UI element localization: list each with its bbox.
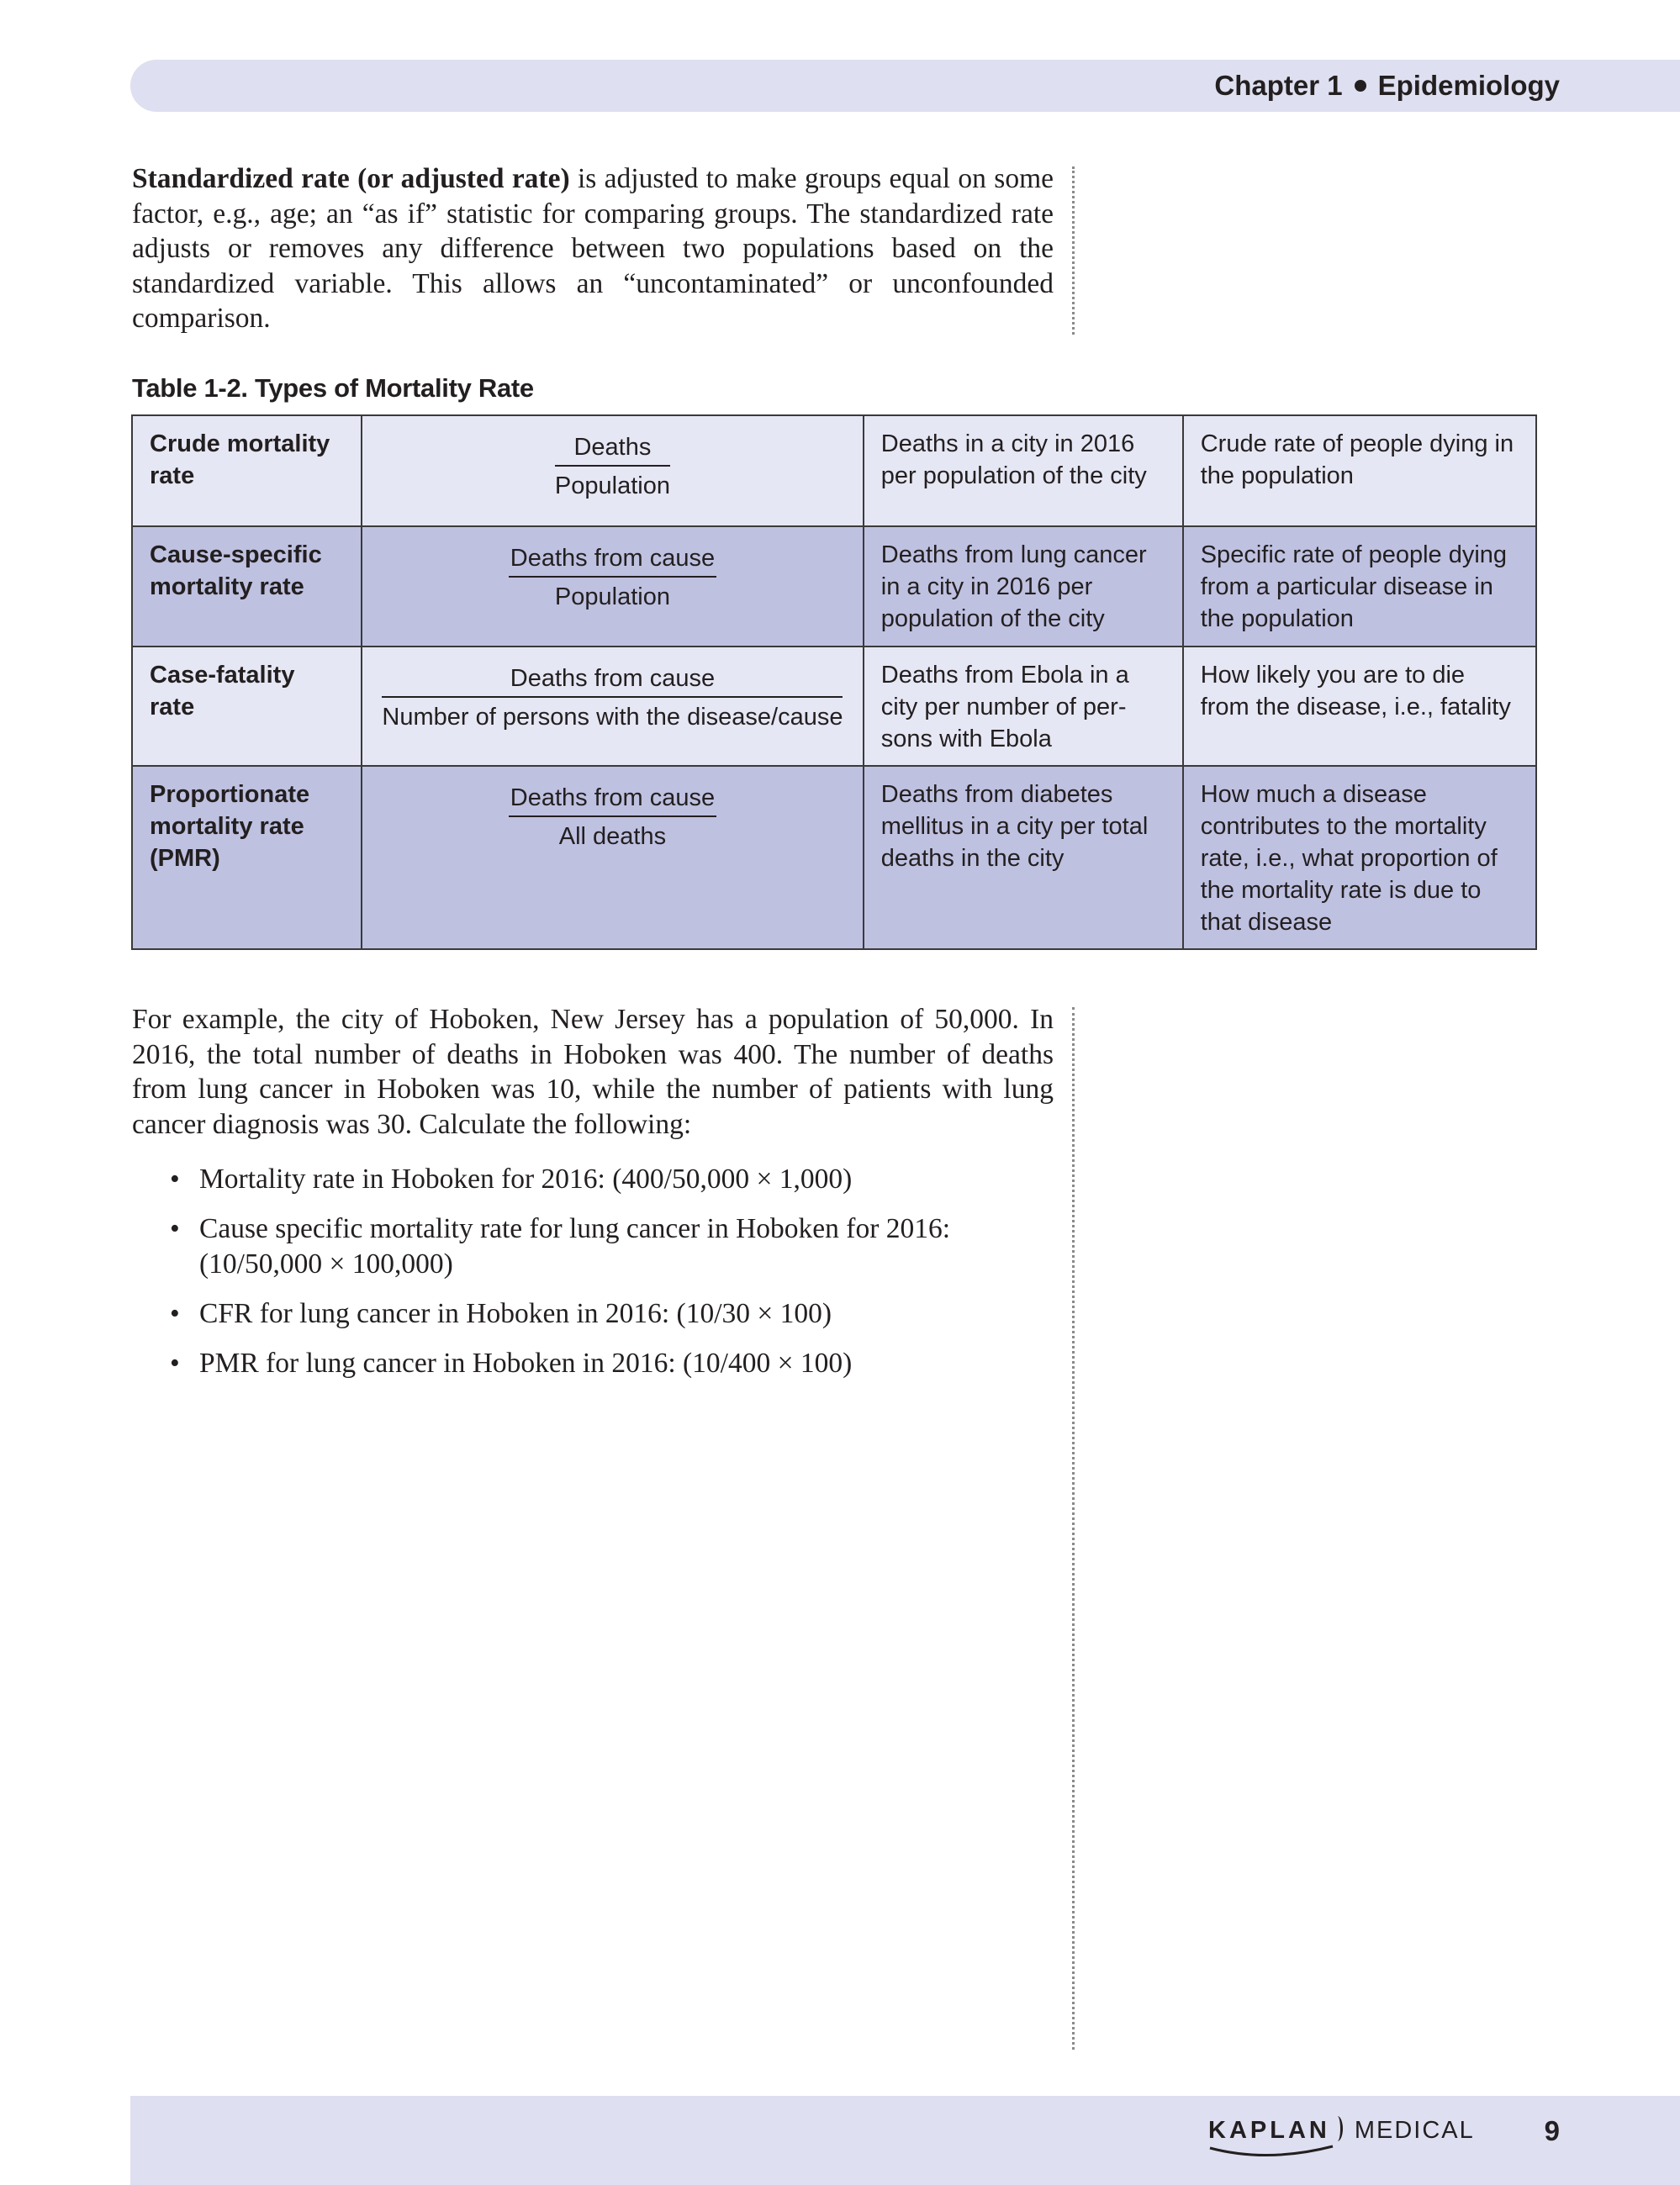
term-standardized-rate: Standardized rate (or adjusted rate) [132, 163, 570, 194]
table-title: Table 1-2. Types of Mortality Rate [132, 373, 534, 403]
margin-rule-bottom [1072, 1007, 1075, 2050]
table-row [132, 526, 1536, 647]
rate-description: Specific rate of people dying from a particular disease in the population [1183, 526, 1536, 647]
fraction [555, 431, 670, 502]
fraction [509, 542, 716, 613]
rate-example: Deaths from diabetes mellitus in a city per total deaths in the city [864, 766, 1183, 949]
rate-example: Deaths from lung cancer in a city in 2016 per population of the city [864, 526, 1183, 647]
section-label: Epidemiology [1377, 70, 1560, 101]
chapter-label: Chapter 1 [1214, 70, 1343, 101]
fraction [382, 662, 843, 733]
fraction-numerator: Deaths from cause [509, 782, 716, 817]
chapter-title [1214, 60, 1560, 112]
fraction-numerator: Deaths [555, 431, 670, 467]
rate-name: Case-fatality rate [132, 647, 362, 766]
page-number: 9 [1544, 2115, 1560, 2146]
rate-example: Deaths from Ebola in a city per number of per-sons with Ebola [864, 647, 1183, 766]
logo-arc-icon [1332, 2116, 1343, 2141]
bullet-icon: • [170, 1213, 180, 1244]
list-item-text: Mortality rate in Hoboken for 2016: (400/50,000 × 1,000) [199, 1164, 853, 1195]
list-item-text: PMR for lung cancer in Hoboken in 2016: (10/400 × 100) [199, 1348, 853, 1379]
logo-brand: KAPLAN [1208, 2117, 1330, 2144]
fraction-numerator: Deaths from cause [509, 542, 716, 578]
rate-formula [362, 526, 864, 647]
mortality-rate-table [131, 414, 1537, 950]
rate-name: Proportionate mortality rate (PMR) [132, 766, 362, 949]
bullet-icon: • [170, 1348, 180, 1379]
list-item [170, 1296, 1061, 1332]
rate-name: Cause-specific mortality rate [132, 526, 362, 647]
table-row [132, 766, 1536, 949]
list-item [170, 1346, 1061, 1381]
list-item [170, 1211, 1061, 1282]
standardized-rate-paragraph [132, 161, 1054, 336]
hoboken-example-paragraph: For example, the city of Hoboken, New Jersey has a population of 50,000. In 2016, the total number of deaths in Hoboken was 400. The number of deaths from lung cancer in Hoboken was 10, while the number of patients with lung cancer diagnosis was 30. Calculate the following: [132, 1004, 1054, 1140]
bullet-icon: • [170, 1298, 180, 1329]
rate-description: How likely you are to die from the disease, i.e., fatality [1183, 647, 1536, 766]
fraction-denominator: Population [554, 583, 670, 610]
list-item-text: Cause specific mortality rate for lung cancer in Hoboken for 2016: (10/50,000 × 100,000) [199, 1213, 951, 1280]
rate-formula [362, 415, 864, 526]
list-item-text: CFR for lung cancer in Hoboken in 2016: (10/30 × 100) [199, 1298, 832, 1329]
bullet-icon: • [170, 1164, 180, 1195]
bullet-dot-icon [1355, 80, 1366, 92]
fraction-denominator: All deaths [558, 823, 667, 850]
fraction-denominator: Number of persons with the disease/cause [382, 704, 843, 731]
fraction-denominator: Population [554, 472, 670, 499]
logo-suffix: MEDICAL [1354, 2117, 1475, 2144]
list-item [170, 1162, 1061, 1197]
rate-formula [362, 766, 864, 949]
standardized-rate-text: is adjusted to make groups equal on some factor, e.g., age; an “as if” statistic for comparing groups. The standardized rate adjusts or removes any difference between two populations based on the standardized variable. This allows an “uncontaminated” or unconfounded comparison. [132, 163, 1054, 334]
margin-rule-top [1072, 166, 1075, 335]
rate-description: How much a disease contributes to the mortality rate, i.e., what proportion of the mortality rate is due to that disease [1183, 766, 1536, 949]
rate-formula [362, 647, 864, 766]
kaplan-medical-logo [1208, 2116, 1475, 2145]
table-row [132, 647, 1536, 766]
rate-description: Crude rate of people dying in the population [1183, 415, 1536, 526]
table-row [132, 415, 1536, 526]
chapter-header [130, 60, 1680, 112]
fraction-numerator: Deaths from cause [382, 662, 843, 698]
logo-swoosh-icon [1208, 2145, 1334, 2161]
calculation-list [170, 1162, 1061, 1396]
rate-example: Deaths in a city in 2016 per population of the city [864, 415, 1183, 526]
fraction [509, 782, 716, 852]
rate-name: Crude mortality rate [132, 415, 362, 526]
